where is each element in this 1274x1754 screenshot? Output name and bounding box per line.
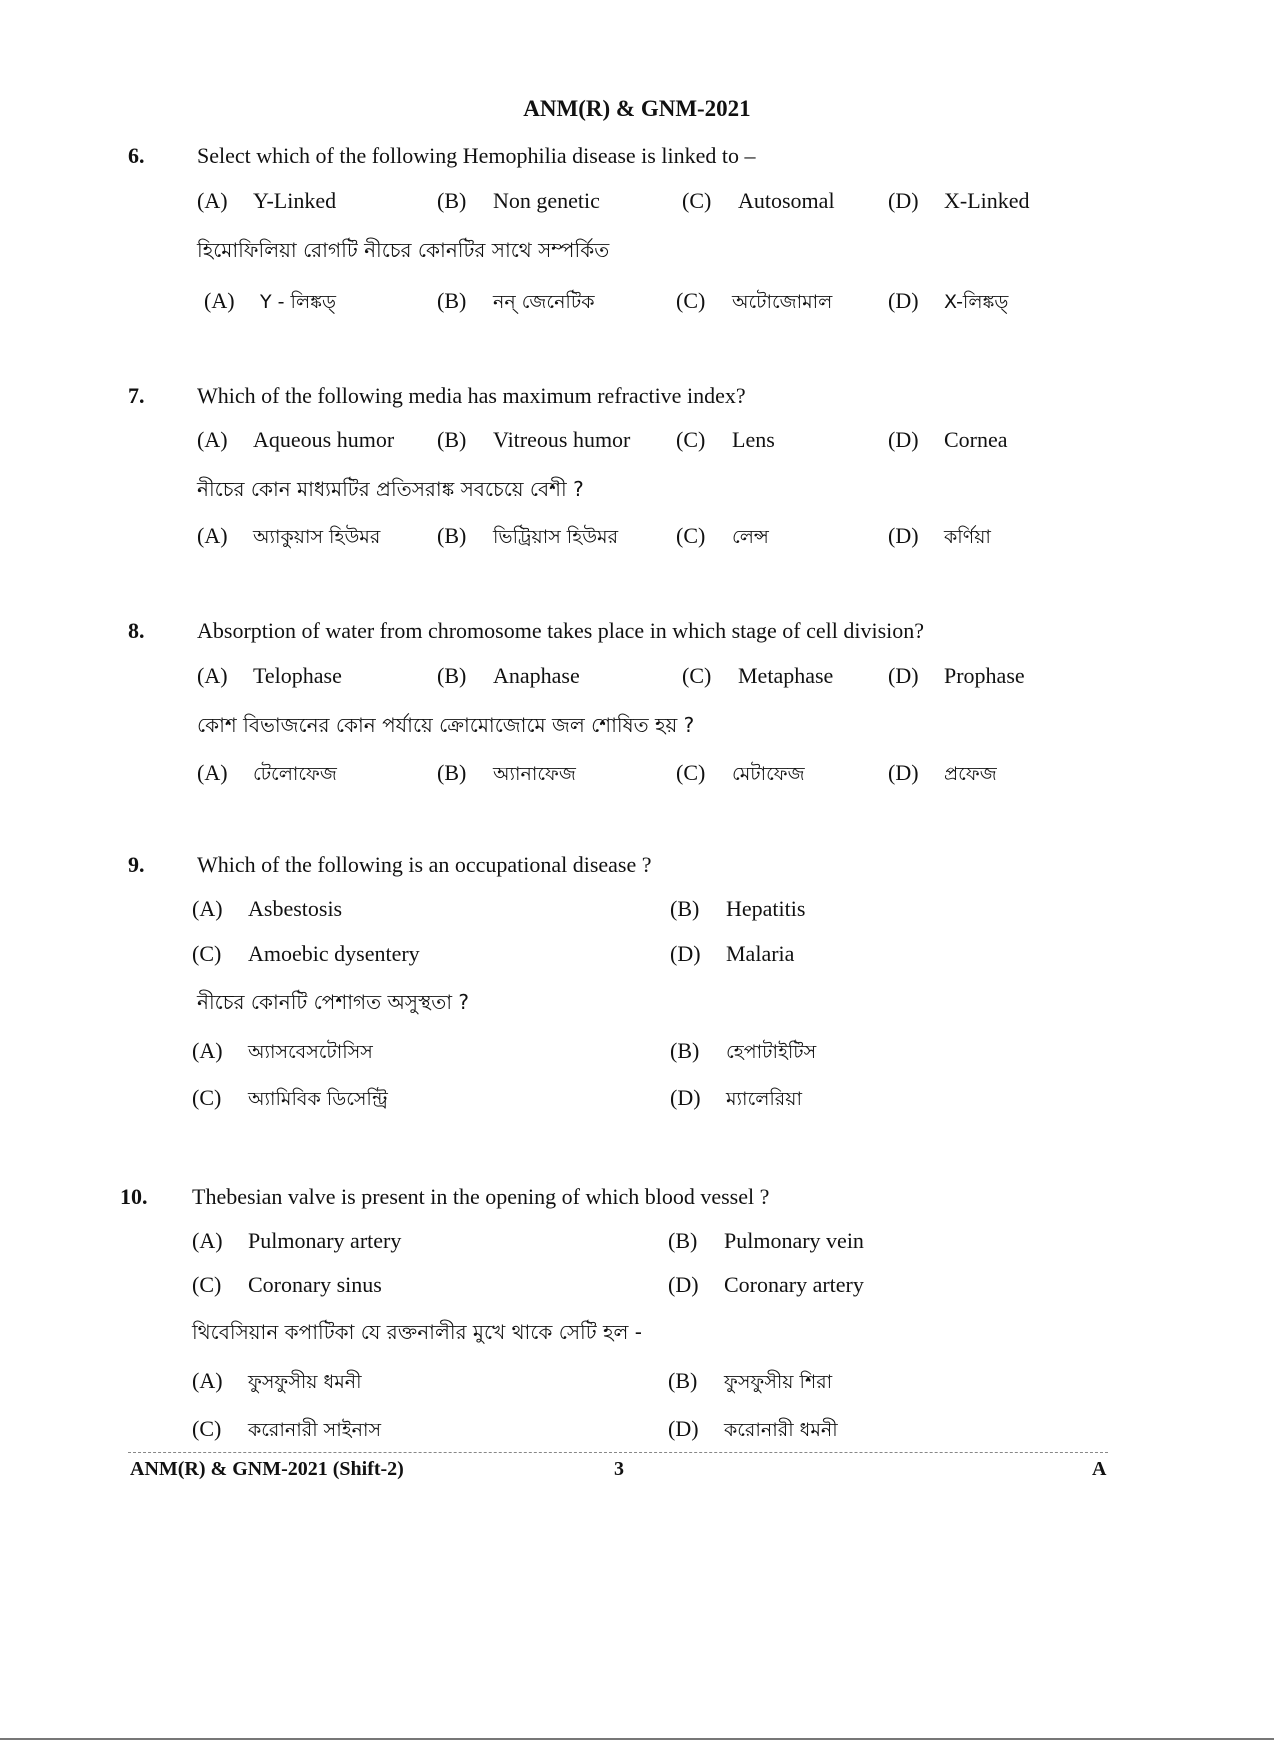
option-a-bn[interactable]: (A) অ্যাসবেসটোসিস xyxy=(192,1038,373,1063)
question-text-bn: থিবেসিয়ান কপাটিকা যে রক্তনালীর মুখে থাকে সেটি হল - xyxy=(192,1320,642,1344)
option-b-en[interactable]: (B) Pulmonary vein xyxy=(668,1228,864,1253)
option-a-bn[interactable]: (A) ফুসফুসীয় ধমনী xyxy=(192,1368,362,1393)
option-b-en[interactable]: (B) Hepatitis xyxy=(670,896,806,921)
option-c-bn[interactable]: (C) লেন্স xyxy=(676,523,769,548)
question-number: 6. xyxy=(128,143,145,168)
option-d-bn[interactable]: (D) X-লিঙ্কড্ xyxy=(888,288,1009,313)
question-text-bn: কোশ বিভাজনের কোন পর্যায়ে ক্রোমোজোমে জল শোষিত হয় ? xyxy=(197,713,695,737)
option-a-bn[interactable]: (A) টেলোফেজ xyxy=(197,760,337,785)
option-a-bn[interactable]: (A) Y - লিঙ্কড্ xyxy=(204,288,337,313)
option-b-en[interactable]: (B) Anaphase xyxy=(437,663,580,688)
option-b-bn[interactable]: (B) ফুসফুসীয় শিরা xyxy=(668,1368,833,1393)
option-d-bn[interactable]: (D) করোনারী ধমনী xyxy=(668,1416,838,1441)
option-c-bn[interactable]: (C) অটোজোমাল xyxy=(676,288,833,313)
option-a-en[interactable]: (A) Aqueous humor xyxy=(197,427,395,452)
option-b-en[interactable]: (B) Vitreous humor xyxy=(437,427,631,452)
option-a-en[interactable]: (A) Telophase xyxy=(197,663,342,688)
option-c-en[interactable]: (C) Lens xyxy=(676,427,775,452)
option-d-en[interactable]: (D) Prophase xyxy=(888,663,1025,688)
option-d-en[interactable]: (D) Cornea xyxy=(888,427,1008,452)
option-d-en[interactable]: (D) Malaria xyxy=(670,941,795,966)
option-b-bn[interactable]: (B) হেপাটাইটিস xyxy=(670,1038,817,1063)
footer-divider xyxy=(128,1452,1108,1453)
option-c-en[interactable]: (C) Metaphase xyxy=(682,663,834,688)
option-d-en[interactable]: (D) Coronary artery xyxy=(668,1272,864,1297)
set-code: A xyxy=(1092,1458,1107,1480)
question-text-en: Absorption of water from chromosome takes place in which stage of cell division? xyxy=(197,618,925,643)
question-text-en: Which of the following is an occupational disease ? xyxy=(197,852,652,877)
option-d-bn[interactable]: (D) ম্যালেরিয়া xyxy=(670,1085,802,1110)
option-a-en[interactable]: (A) Y-Linked xyxy=(197,188,337,213)
page-number: 3 xyxy=(614,1458,624,1480)
option-d-bn[interactable]: (D) প্রফেজ xyxy=(888,760,997,785)
footer-exam-title: ANM(R) & GNM-2021 (Shift-2) xyxy=(130,1458,404,1480)
question-text-en: Which of the following media has maximum refractive index? xyxy=(197,383,746,408)
question-number: 9. xyxy=(128,852,145,877)
option-b-en[interactable]: (B) Non genetic xyxy=(437,188,600,213)
option-a-en[interactable]: (A) Pulmonary artery xyxy=(192,1228,402,1253)
question-text-bn: নীচের কোনটি পেশাগত অসুস্থতা ? xyxy=(197,990,470,1014)
option-a-bn[interactable]: (A) অ্যাকুয়াস হিউমর xyxy=(197,523,381,548)
option-d-bn[interactable]: (D) কর্ণিয়া xyxy=(888,523,991,548)
option-c-bn[interactable]: (C) অ্যামিবিক ডিসেন্ট্রি xyxy=(192,1085,388,1110)
option-d-en[interactable]: (D) X-Linked xyxy=(888,188,1030,213)
question-number: 8. xyxy=(128,618,145,643)
page-header: ANM(R) & GNM-2021 xyxy=(523,96,751,121)
question-text-bn: নীচের কোন মাধ্যমটির প্রতিসরাঙ্ক সবচেয়ে বেশী ? xyxy=(197,477,584,501)
question-number: 7. xyxy=(128,383,145,408)
option-b-bn[interactable]: (B) নন্ জেনেটিক xyxy=(437,288,595,313)
option-c-bn[interactable]: (C) মেটাফেজ xyxy=(676,760,805,785)
option-b-bn[interactable]: (B) ভিট্রিয়াস হিউমর xyxy=(437,523,619,548)
question-number: 10. xyxy=(120,1184,148,1209)
option-b-bn[interactable]: (B) অ্যানাফেজ xyxy=(437,760,576,785)
question-text-en: Select which of the following Hemophilia disease is linked to – xyxy=(197,143,756,168)
option-a-en[interactable]: (A) Asbestosis xyxy=(192,896,343,921)
option-c-en[interactable]: (C) Coronary sinus xyxy=(192,1272,382,1297)
question-text-en: Thebesian valve is present in the opening of which blood vessel ? xyxy=(192,1184,770,1209)
option-c-en[interactable]: (C) Amoebic dysentery xyxy=(192,941,420,966)
option-c-en[interactable]: (C) Autosomal xyxy=(682,188,835,213)
option-c-bn[interactable]: (C) করোনারী সাইনাস xyxy=(192,1416,382,1441)
page-bottom-edge xyxy=(0,1738,1274,1740)
question-text-bn: হিমোফিলিয়া রোগটি নীচের কোনটির সাথে সম্পর্কিত xyxy=(197,238,610,262)
